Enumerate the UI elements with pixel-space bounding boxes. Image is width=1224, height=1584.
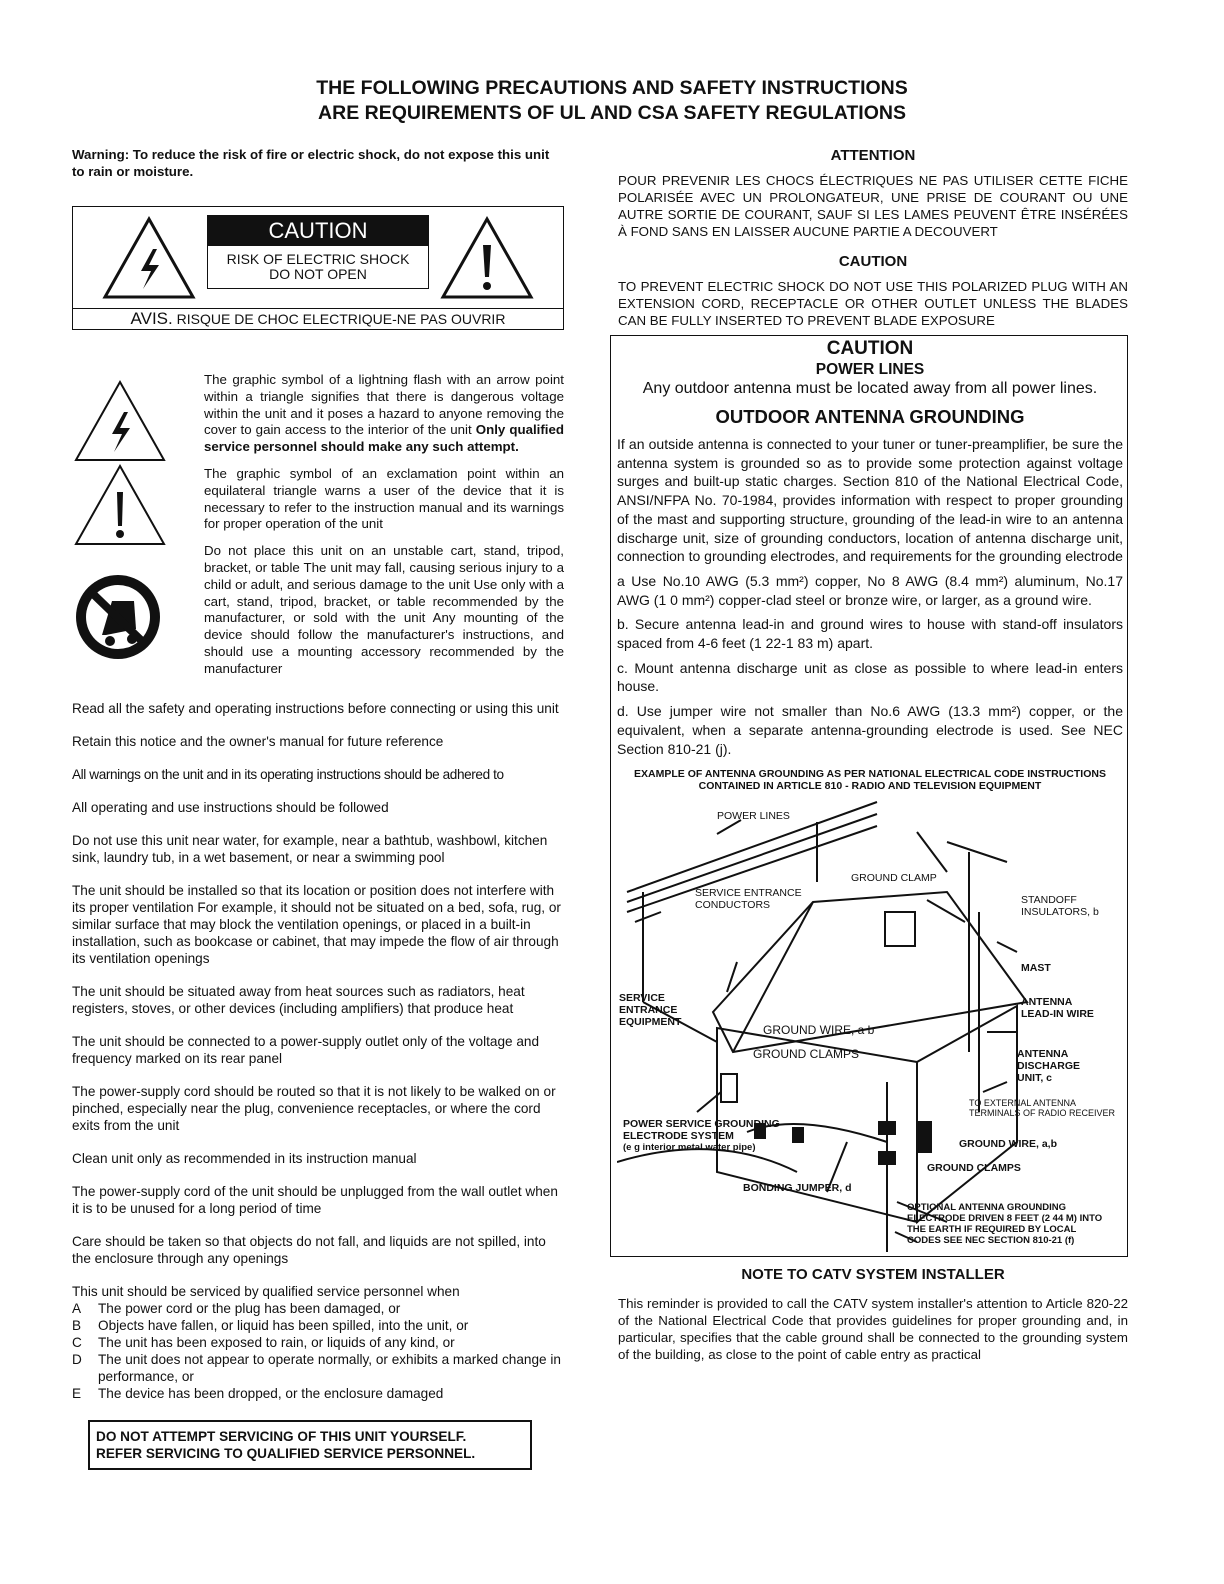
label-service-entrance-equipment: SERVICE ENTRANCE EQUIPMENT <box>619 992 682 1029</box>
do-not-service-line-1: DO NOT ATTEMPT SERVICING OF THIS UNIT YOURSELF. <box>96 1428 467 1444</box>
list-item: C The unit has been exposed to rain, or liquids of any kind, or <box>72 1334 455 1350</box>
list-item: E The device has been dropped, or the enclosure damaged <box>72 1385 444 1401</box>
list-item: B Objects have fallen, or liquid has been spilled, into the unit, or <box>72 1317 469 1333</box>
title-line-2: ARE REQUIREMENTS OF UL AND CSA SAFETY REGULATIONS <box>318 102 906 124</box>
grounding-title: OUTDOOR ANTENNA GROUNDING <box>715 406 1025 427</box>
lightning-symbol-icon <box>72 378 168 464</box>
caution-heading-right: CAUTION <box>838 253 908 270</box>
caution-center-panel <box>207 215 429 289</box>
safety-paragraphs <box>72 700 564 1300</box>
lightning-text: The graphic symbol of a lightning flash with an arrow point within a triangle signifies that there is dangerous voltage within the unit and it poses a hazard to anyone removing the cover to gain access to the interior of the unit <box>204 372 564 438</box>
safety-paragraph: Do not use this unit near water, for example, near a bathtub, washbowl, kitchen sink, laundry tub, in a wet basement, or near a swimming pool <box>72 832 548 865</box>
cart-warning-icon <box>72 571 164 663</box>
grounding-item-d: d. Use jumper wire not smaller than No.6 AWG (13.3 mm²) copper, or the equivalent, when a separate antenna-grounding electrode is used. See NEC Section 810-21 (j). <box>617 703 1123 757</box>
page-title <box>0 76 1224 126</box>
safety-paragraph: Care should be taken so that objects do not fall, and liquids are not spilled, into the enclosure through any openings <box>72 1233 546 1266</box>
label-power-lines: POWER LINES <box>717 810 790 823</box>
power-lines-box <box>610 335 1128 1257</box>
label-bonding-jumper: BONDING JUMPER, d <box>743 1182 852 1195</box>
attention-text: POUR PREVENIR LES CHOCS ÉLECTRIQUES NE PAS UTILISER CETTE FICHE POLARISÉE AVEC UN PROLONGATEUR, UNE PRISE DE COURANT OU UNE AUTRE SORTIE DE COURANT, SAUF SI LES LAMES PEUVENT ÊTRE INSÉRÉES À FOND SANS EN LAISSER AUCUNE PARTIE A DECOUVERT <box>618 173 1128 239</box>
safety-paragraph: Retain this notice and the owner's manual for future reference <box>72 733 444 749</box>
safety-paragraph: The unit should be connected to a power-supply outlet only of the voltage and frequency marked on its rear panel <box>72 1033 540 1066</box>
house-drawing <box>617 792 1125 1252</box>
safety-paragraph: All warnings on the unit and in its operating instructions should be adhered to <box>72 766 504 782</box>
label-ground-wire-ab: GROUND WIRE, a b <box>763 1023 875 1038</box>
safety-paragraph: The unit should be situated away from heat sources such as radiators, heat registers, stoves, or other devices (including amplifiers) that produce heat <box>72 983 525 1016</box>
lightning-symbol-row <box>72 372 564 456</box>
caution-text-right: TO PREVENT ELECTRIC SHOCK DO NOT USE THIS POLARIZED PLUG WITH AN EXTENSION CORD, RECEPTACLE OR OTHER OUTLET UNLESS THE BLADES CAN BE FULLY INSERTED TO PREVENT BLADE EXPOSURE <box>618 279 1128 328</box>
label-ground-wire-right: GROUND WIRE, a,b <box>959 1138 1058 1151</box>
grounding-intro: If an outside antenna is connected to your tuner or tuner-preamplifier, be sure the antenna system is grounded so as to provide some protection against voltage surges and built-up static charges. Section 810 of the National Electrical Code, ANSI/NFPA No. 70-1984, provides information with respect to proper grounding of the mast and supporting structure, grounding of the lead-in wire to an antenna discharge unit, size of grounding conductors, location of antenna discharge unit, connection to grounding electrodes, and requirements for the grounding electrode <box>617 436 1123 565</box>
title-line-1: THE FOLLOWING PRECAUTIONS AND SAFETY INSTRUCTIONS <box>316 77 908 99</box>
antenna-grounding-diagram <box>617 792 1125 1252</box>
right-column <box>618 146 1128 1363</box>
grounding-item-c: c. Mount antenna discharge unit as close as possible to where lead-in enters house. <box>617 659 1123 695</box>
caution-label-box <box>72 206 564 330</box>
lightning-bold-text: Only qualified service personnel should make any such attempt. <box>204 422 565 455</box>
catv-heading: NOTE TO CATV SYSTEM INSTALLER <box>741 1266 1005 1284</box>
service-list <box>72 1300 564 1402</box>
label-antenna-lead-in: ANTENNA LEAD-IN WIRE <box>1021 996 1094 1021</box>
power-box-title: CAUTION <box>826 338 914 359</box>
do-not-service-line-2: REFER SERVICING TO QUALIFIED SERVICE PERSONNEL. <box>96 1445 476 1461</box>
list-item: A The power cord or the plug has been damaged, or <box>72 1300 401 1316</box>
safety-paragraph: All operating and use instructions should be followed <box>72 799 389 815</box>
avis-word: AVIS. <box>130 309 173 328</box>
power-box-subtitle: POWER LINES <box>815 361 925 378</box>
label-standoff-insulators: STANDOFF INSULATORS, b <box>1021 894 1099 919</box>
rain-warning: Warning: To reduce the risk of fire or electric shock, do not expose this unit to rain or moisture. <box>72 147 550 179</box>
service-intro: This unit should be serviced by qualified service personnel when <box>72 1283 460 1299</box>
caution-heading: CAUTION <box>208 216 428 246</box>
do-not-service-box <box>88 1420 532 1470</box>
left-column <box>72 146 564 1470</box>
label-power-service-grounding: POWER SERVICE GROUNDING ELECTRODE SYSTEM (e g interior metal water pipe) <box>623 1118 780 1154</box>
avis-text: RISQUE DE CHOC ELECTRIQUE-NE PAS OUVRIR <box>176 311 506 327</box>
exclamation-text: The graphic symbol of an exclamation point within an equilateral triangle warns a user of the device that it is necessary to refer to the instruction manual and its warnings for proper operation of the unit <box>204 465 564 532</box>
safety-paragraph: Clean unit only as recommended in its instruction manual <box>72 1150 417 1166</box>
grounding-item-b: b. Secure antenna lead-in and ground wires to house with stand-off insulators spaced from 4-6 feet (1 22-1 83 m) apart. <box>617 616 1123 652</box>
label-ground-clamps-right: GROUND CLAMPS <box>927 1162 1021 1175</box>
lightning-triangle-icon <box>101 215 197 301</box>
label-mast: MAST <box>1021 962 1051 975</box>
cart-symbol-row <box>72 543 564 677</box>
avis-line <box>73 308 563 329</box>
catv-text: This reminder is provided to call the CATV system installer's attention to Article 820-22 of the National Electrical Code that provides guidelines for proper grounding and, in particular, specifies that the cable ground shall be connected to the grounding system of the building, as close to the point of cable entry as practical <box>618 1296 1128 1363</box>
label-optional-grounding: OPTIONAL ANTENNA GROUNDING ELECTRODE DRIVEN 8 FEET (2 44 M) INTO THE EARTH IF REQUIRED BY LOCAL CODES SEE NEC SECTION 810-21 (f) <box>907 1202 1103 1247</box>
exclamation-symbol-row <box>72 466 564 533</box>
safety-paragraph: The power-supply cord should be routed so that it is not likely to be walked on or pinched, especially near the plug, convenience receptacles, or where the cord exits from the unit <box>72 1083 556 1133</box>
safety-paragraph: Read all the safety and operating instructions before connecting or using this unit <box>72 700 559 716</box>
label-antenna-discharge-unit: ANTENNA DISCHARGE UNIT, c <box>1017 1048 1081 1085</box>
label-external-antenna: TO EXTERNAL ANTENNA TERMINALS OF RADIO RECEIVER <box>969 1098 1116 1119</box>
attention-heading: ATTENTION <box>830 147 916 164</box>
exclamation-symbol-icon <box>72 462 168 548</box>
power-box-line: Any outdoor antenna must be located away from all power lines. <box>642 380 1098 397</box>
label-service-entrance-conductors: SERVICE ENTRANCE CONDUCTORS <box>695 887 802 912</box>
diagram-caption: EXAMPLE OF ANTENNA GROUNDING AS PER NATIONAL ELECTRICAL CODE INSTRUCTIONS CONTAINED IN ARTICLE 810 - RADIO AND TELEVISION EQUIPMENT <box>634 768 1106 793</box>
risk-line: RISK OF ELECTRIC SHOCK <box>226 251 410 267</box>
do-not-open-line: DO NOT OPEN <box>269 266 367 282</box>
exclamation-triangle-icon <box>439 215 535 301</box>
safety-paragraph: The unit should be installed so that its location or position does not interfere with its proper ventilation For example, it should not be situated on a bed, sofa, rug, or similar surface that may block the ventilation openings, or placed in a built-in installation, such as bookcase or cabinet, that may impede the flow of air through its ventilation openings <box>72 882 561 966</box>
label-ground-clamp: GROUND CLAMP <box>851 872 937 885</box>
label-ground-clamps-curved: GROUND CLAMPS <box>753 1047 860 1062</box>
safety-paragraph: The power-supply cord of the unit should be unplugged from the wall outlet when it is to be unused for a long period of time <box>72 1183 558 1216</box>
grounding-item-a: a Use No.10 AWG (5.3 mm²) copper, No 8 AWG (8.4 mm²) aluminum, No.17 AWG (1 0 mm²) copper-clad steel or bronze wire, or larger, as a ground wire. <box>617 572 1123 608</box>
cart-text: Do not place this unit on an unstable cart, stand, tripod, bracket, or table The unit may fall, causing serious injury to a child or adult, and serious damage to the unit Use only with a cart, stand, tripod, bracket, or table recommended by the manufacturer, or sold with the unit Any mounting of the device should follow the manufacturer's instructions, and should use a mounting accessory recommended by the manufacturer <box>204 543 564 676</box>
list-item: D The unit does not appear to operate normally, or exhibits a marked change in performance, or <box>72 1351 561 1384</box>
